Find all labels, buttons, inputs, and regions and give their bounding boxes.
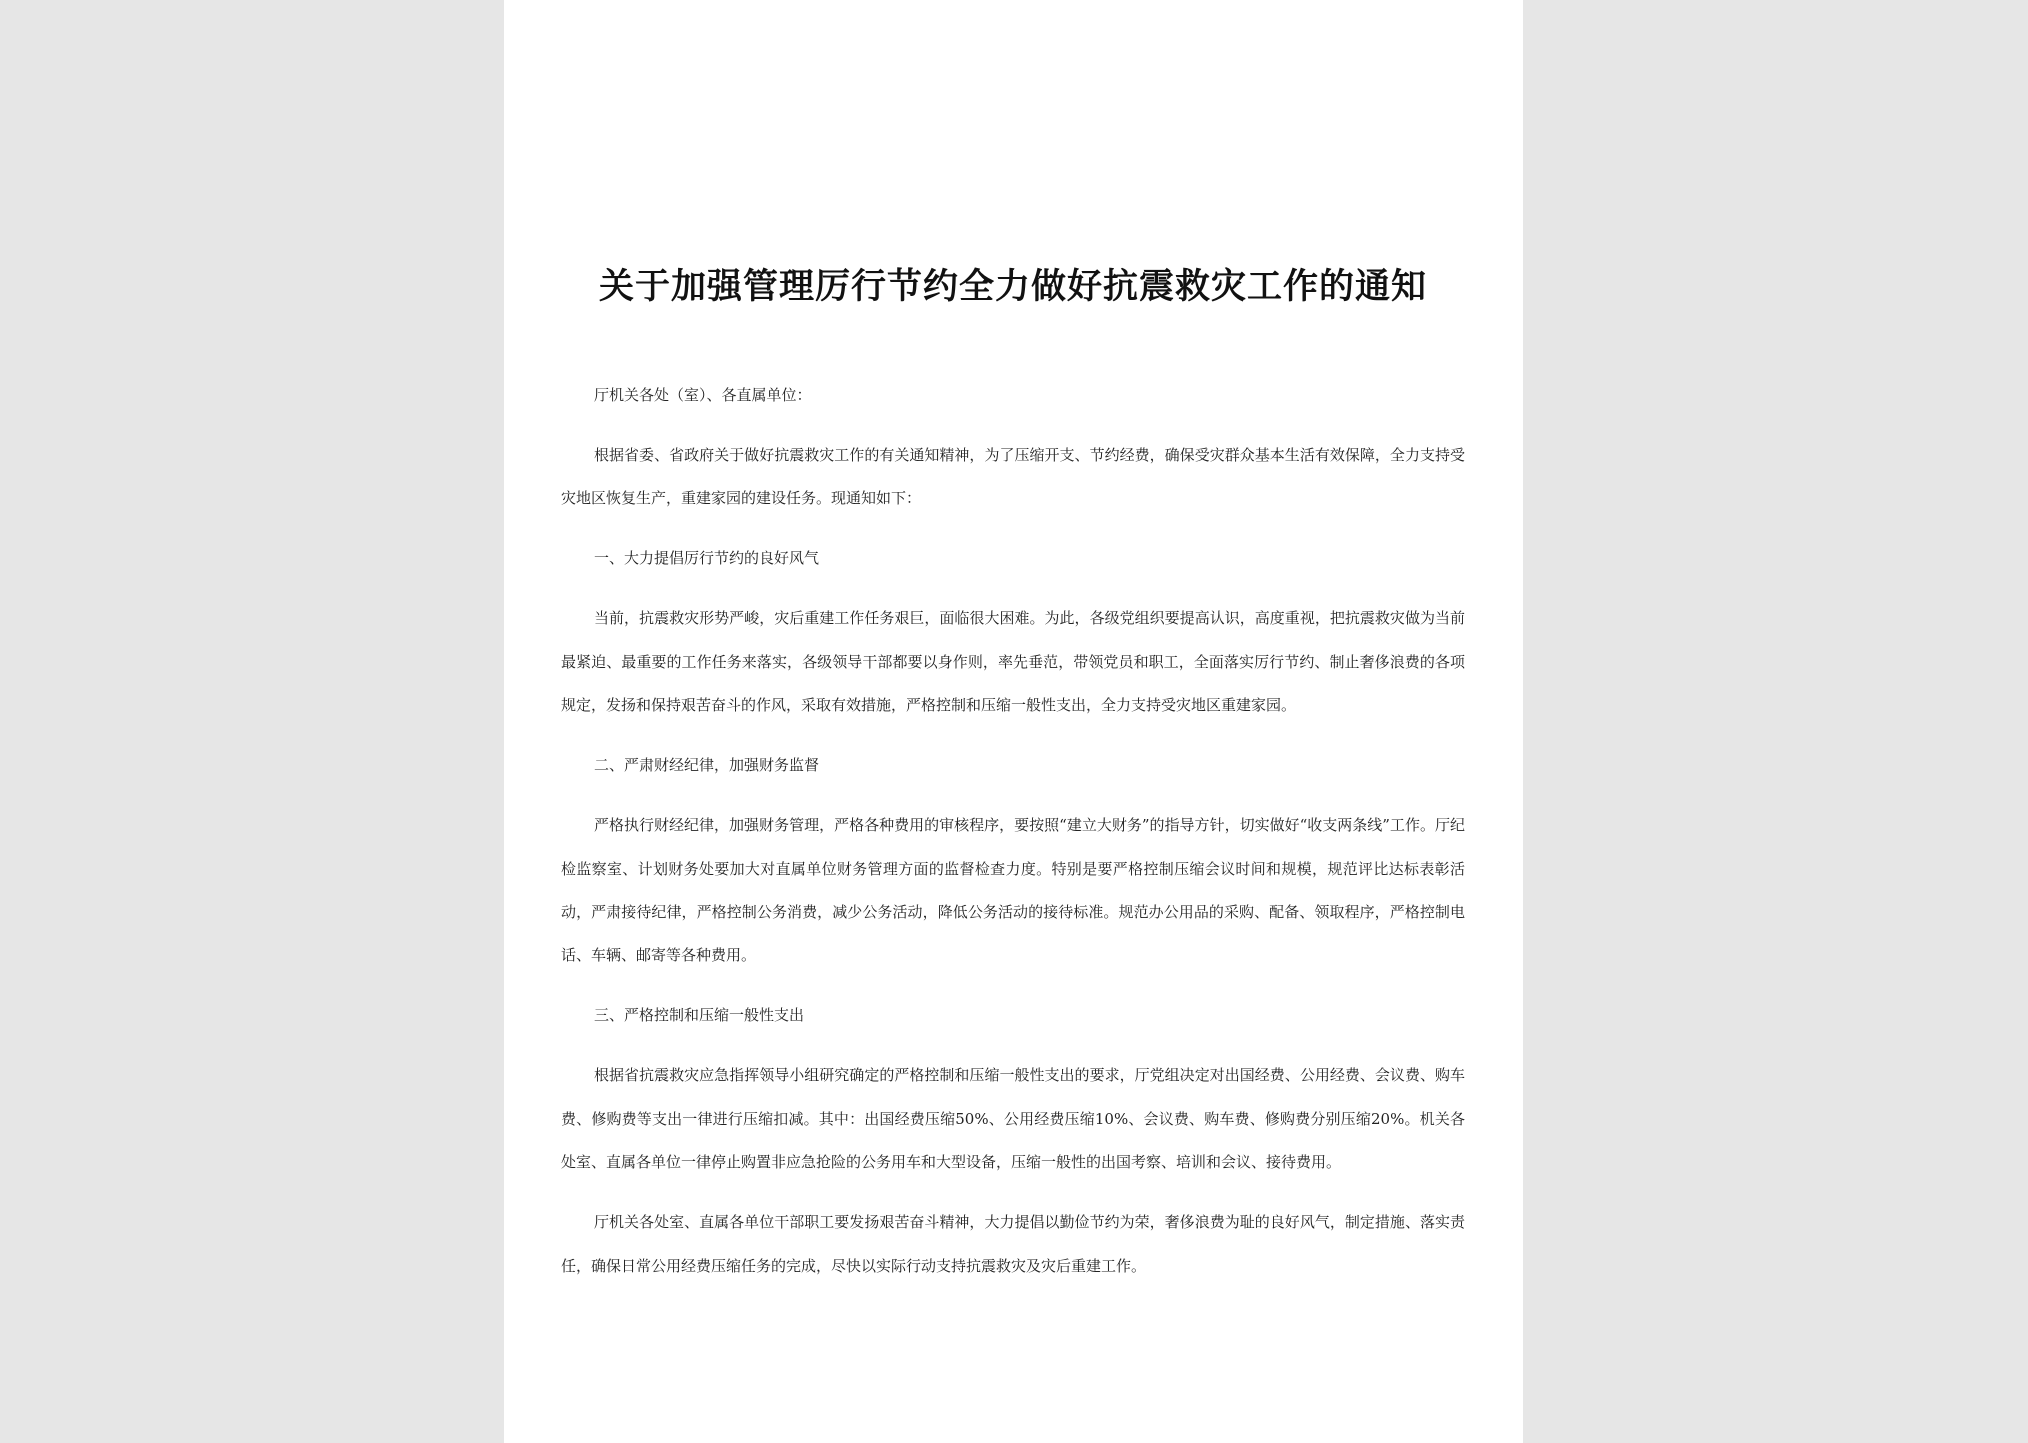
section-1-paragraph: 当前，抗震救灾形势严峻，灾后重建工作任务艰巨，面临很大困难。为此，各级党组织要提高认识，高度重视，把抗震救灾做为当前最紧迫、最重要的工作任务来落实，各级领导干部都要以身作则，率先垂范，带领党员和职工，全面落实厉行节约、制止奢侈浪费的各项规定，发扬和保持艰苦奋斗的作风，采取有效措施，严格控制和压缩一般性支出，全力支持受灾地区重建家园。 [561,609,1465,715]
document-body [561,374,1465,1288]
salutation: 厅机关各处（室）、各直属单位： [594,386,812,404]
document-page [504,0,1523,1443]
document-title: 关于加强管理厉行节约全力做好抗震救灾工作的通知 [598,266,1427,307]
section-1-heading: 一、大力提倡厉行节约的良好风气 [594,549,820,568]
section-2-paragraph: 严格执行财经纪律，加强财务管理，严格各种费用的审核程序，要按照“建立大财务”的指导方针，切实做好“收支两条线”工作。厅纪检监察室、计划财务处要加大对直属单位财务管理方面的监督检查力度。特别是要严格控制压缩会议时间和规模，规范评比达标表彰活动，严肃接待纪律，严格控制公务消费，减少公务活动，降低公务活动的接待标准。规范办公用品的采购、配备、领取程序，严格控制电话、车辆、邮寄等各种费用。 [561,816,1465,965]
intro-paragraph: 根据省委、省政府关于做好抗震救灾工作的有关通知精神，为了压缩开支、节约经费，确保受灾群众基本生活有效保障，全力支持受灾地区恢复生产，重建家园的建设任务。现通知如下： [561,446,1465,508]
section-2-heading: 二、严肃财经纪律，加强财务监督 [594,756,820,775]
closing-paragraph: 厅机关各处室、直属各单位干部职工要发扬艰苦奋斗精神，大力提倡以勤俭节约为荣，奢侈浪费为耻的良好风气，制定措施、落实责任，确保日常公用经费压缩任务的完成，尽快以实际行动支持抗震救灾及灾后重建工作。 [561,1213,1465,1275]
section-3-heading: 三、严格控制和压缩一般性支出 [594,1006,805,1025]
section-3-paragraph: 根据省抗震救灾应急指挥领导小组研究确定的严格控制和压缩一般性支出的要求，厅党组决定对出国经费、公用经费、会议费、购车费、修购费等支出一律进行压缩扣减。其中：出国经费压缩50%、公用经费压缩10%、会议费、购车费、修购费分别压缩20%。机关各处室、直属各单位一律停止购置非应急抢险的公务用车和大型设备，压缩一般性的出国考察、培训和会议、接待费用。 [561,1066,1465,1172]
